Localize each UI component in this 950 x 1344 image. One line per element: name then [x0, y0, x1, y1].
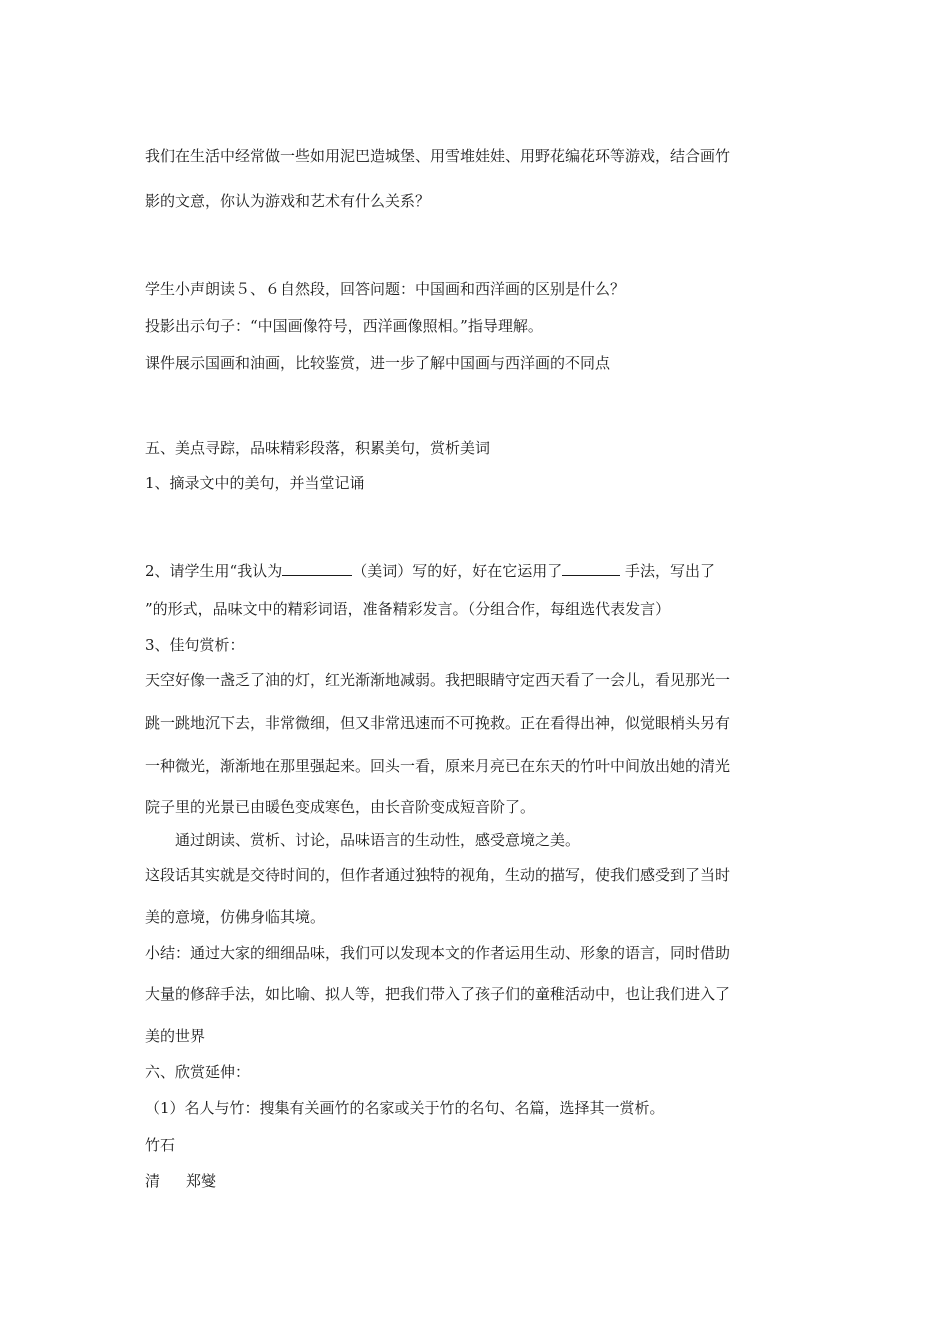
poem-dynasty: 清 [145, 1172, 161, 1190]
poem-byline [145, 1170, 216, 1192]
section-heading: 六、欣赏延伸： [145, 1063, 251, 1081]
fill-in-blank [282, 559, 352, 576]
section-heading: 五、美点寻踪，品味精彩段落，积累美句，赏析美词 [145, 439, 491, 457]
paragraph-line: 投影出示句子：“中国画像符号，西洋画像照相。”指导理解。 [145, 317, 543, 335]
paragraph-line: 课件展示国画和油画，比较鉴赏，进一步了解中国画与西洋画的不同点 [145, 354, 611, 372]
list-item [145, 559, 715, 582]
passage-line: 跳一跳地沉下去，非常微细，但又非常迅速而不可挽救。正在看得出神，似觉眼梢头另有 [145, 714, 731, 732]
passage-line: 院子里的光景已由暖色变成寒色，由长音阶变成短音阶了。 [145, 798, 536, 816]
paragraph-line: 学生小声朗读５、６自然段，回答问题：中国画和西洋画的区别是什么？ [145, 280, 626, 298]
list-item-text: 手法，写出了 [620, 562, 716, 580]
list-item: 1、摘录文中的美句，并当堂记诵 [145, 474, 365, 492]
passage-line: 天空好像一盏乏了油的灯，红光渐渐地减弱。我把眼睛守定西天看了一会儿，看见那光一 [145, 671, 731, 689]
summary-line: 小结：通过大家的细细品味，我们可以发现本文的作者运用生动、形象的语言，同时借助 [145, 944, 731, 962]
paragraph-line: 这段话其实就是交待时间的，但作者通过独特的视角，生动的描写，使我们感受到了当时 [145, 866, 731, 884]
list-item: （1）名人与竹：搜集有关画竹的名家或关于竹的名句、名篇，选择其一赏析。 [145, 1099, 665, 1117]
paragraph-line: 影的文意，你认为游戏和艺术有什么关系？ [145, 192, 431, 210]
fill-in-blank [562, 559, 620, 576]
paragraph-line: 美的意境，仿佛身临其境。 [145, 908, 326, 926]
list-item: ”的形式，品味文中的精彩词语，准备精彩发言。（分组合作，每组选代表发言） [145, 600, 671, 618]
summary-line: 美的世界 [145, 1027, 206, 1045]
paragraph-line: 我们在生活中经常做一些如用泥巴造城堡、用雪堆娃娃、用野花编花环等游戏，结合画竹 [145, 147, 731, 165]
passage-line: 一种微光，渐渐地在那里强起来。回头一看，原来月亮已在东天的竹叶中间放出她的清光 [145, 757, 731, 775]
list-item-text: （美词）写的好，好在它运用了 [352, 562, 563, 580]
poem-title: 竹石 [145, 1136, 176, 1154]
paragraph-line: 通过朗读、赏析、讨论，品味语言的生动性，感受意境之美。 [175, 831, 581, 849]
poem-author: 郑燮 [186, 1172, 217, 1190]
list-item: 3、佳句赏析： [145, 636, 245, 654]
list-item-text: 2、请学生用“我认为 [145, 562, 283, 580]
summary-line: 大量的修辞手法，如比喻、拟人等，把我们带入了孩子们的童稚活动中，也让我们进入了 [145, 985, 731, 1003]
